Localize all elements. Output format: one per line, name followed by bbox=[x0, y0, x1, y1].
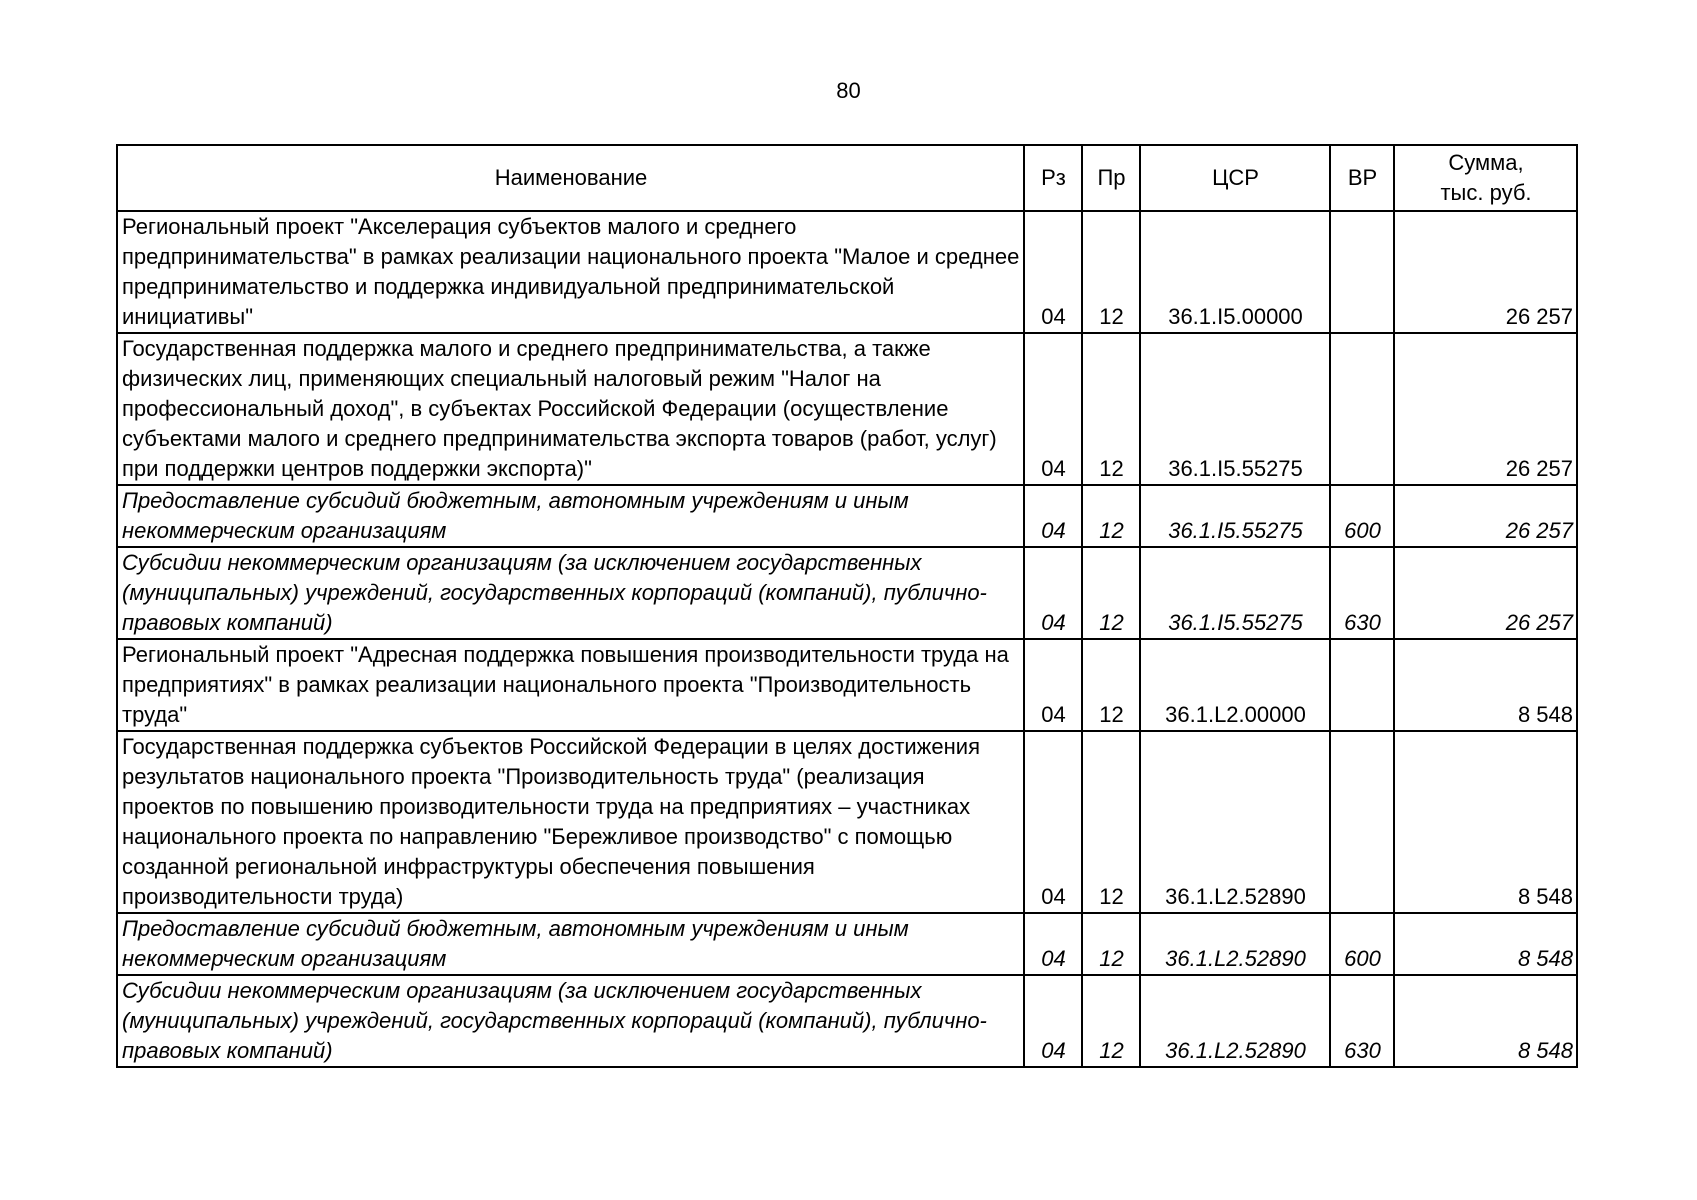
row-sum: 26 257 bbox=[1394, 485, 1577, 547]
row-sum: 8 548 bbox=[1394, 639, 1577, 731]
row-vr: 630 bbox=[1330, 547, 1394, 639]
row-pr: 12 bbox=[1082, 639, 1140, 731]
row-csr: 36.1.L2.52890 bbox=[1140, 731, 1330, 913]
table-row bbox=[117, 731, 1577, 913]
header-sum bbox=[1394, 145, 1577, 211]
row-csr: 36.1.L2.52890 bbox=[1140, 975, 1330, 1067]
row-name: Региональный проект "Адресная поддержка повышения производительности труда на предприятиях" в рамках реализации национального проекта "Производительность труда" bbox=[117, 639, 1024, 731]
row-rz: 04 bbox=[1024, 975, 1082, 1067]
row-vr bbox=[1330, 639, 1394, 731]
row-sum: 8 548 bbox=[1394, 731, 1577, 913]
row-rz: 04 bbox=[1024, 913, 1082, 975]
table-row bbox=[117, 975, 1577, 1067]
header-rz: Рз bbox=[1024, 145, 1082, 211]
row-csr: 36.1.L2.52890 bbox=[1140, 913, 1330, 975]
row-sum: 8 548 bbox=[1394, 975, 1577, 1067]
row-rz: 04 bbox=[1024, 333, 1082, 485]
row-rz: 04 bbox=[1024, 639, 1082, 731]
row-pr: 12 bbox=[1082, 731, 1140, 913]
table-body bbox=[117, 211, 1577, 1067]
table-header-row bbox=[117, 145, 1577, 211]
table-row bbox=[117, 211, 1577, 333]
row-pr: 12 bbox=[1082, 913, 1140, 975]
row-csr: 36.1.I5.55275 bbox=[1140, 485, 1330, 547]
header-csr: ЦСР bbox=[1140, 145, 1330, 211]
row-rz: 04 bbox=[1024, 211, 1082, 333]
row-csr: 36.1.I5.55275 bbox=[1140, 547, 1330, 639]
row-name: Предоставление субсидий бюджетным, автономным учреждениям и иным некоммерческим организациям bbox=[117, 913, 1024, 975]
row-sum: 26 257 bbox=[1394, 211, 1577, 333]
row-vr: 630 bbox=[1330, 975, 1394, 1067]
row-vr: 600 bbox=[1330, 913, 1394, 975]
row-pr: 12 bbox=[1082, 211, 1140, 333]
row-name: Государственная поддержка малого и среднего предпринимательства, а также физических лиц, применяющих специальный налоговый режим "Налог на профессиональный доход", в субъектах Российской Федерации (осуществление субъектами малого и среднего предпринимательства экспорта товаров (работ, услуг) при поддержки центров поддержки экспорта)" bbox=[117, 333, 1024, 485]
table-row bbox=[117, 547, 1577, 639]
row-name: Государственная поддержка субъектов Российской Федерации в целях достижения результатов национального проекта "Производительность труда" (реализация проектов по повышению производительности труда на предприятиях – участниках национального проекта по направлению "Бережливое производство" с помощью созданной региональной инфраструктуры обеспечения повышения производительности труда) bbox=[117, 731, 1024, 913]
row-name: Субсидии некоммерческим организациям (за исключением государственных (муниципальных) учреждений, государственных корпораций (компаний), публично-правовых компаний) bbox=[117, 975, 1024, 1067]
table-row bbox=[117, 333, 1577, 485]
row-vr bbox=[1330, 731, 1394, 913]
row-name: Региональный проект "Акселерация субъектов малого и среднего предпринимательства" в рамках реализации национального проекта "Малое и среднее предпринимательство и поддержка индивидуальной предпринимательской инициативы" bbox=[117, 211, 1024, 333]
row-sum: 26 257 bbox=[1394, 547, 1577, 639]
header-name: Наименование bbox=[117, 145, 1024, 211]
row-name: Субсидии некоммерческим организациям (за исключением государственных (муниципальных) учреждений, государственных корпораций (компаний), публично-правовых компаний) bbox=[117, 547, 1024, 639]
row-vr: 600 bbox=[1330, 485, 1394, 547]
row-pr: 12 bbox=[1082, 975, 1140, 1067]
row-rz: 04 bbox=[1024, 485, 1082, 547]
row-rz: 04 bbox=[1024, 547, 1082, 639]
header-pr: Пр bbox=[1082, 145, 1140, 211]
row-name: Предоставление субсидий бюджетным, автономным учреждениям и иным некоммерческим организациям bbox=[117, 485, 1024, 547]
row-pr: 12 bbox=[1082, 333, 1140, 485]
row-vr bbox=[1330, 211, 1394, 333]
page-number: 80 bbox=[836, 78, 861, 103]
row-csr: 36.1.L2.00000 bbox=[1140, 639, 1330, 731]
header-sum-line2: тыс. руб. bbox=[1440, 180, 1532, 205]
row-csr: 36.1.I5.55275 bbox=[1140, 333, 1330, 485]
row-pr: 12 bbox=[1082, 485, 1140, 547]
table-row bbox=[117, 485, 1577, 547]
row-sum: 26 257 bbox=[1394, 333, 1577, 485]
header-sum-line1: Сумма, bbox=[1448, 150, 1524, 175]
table-row bbox=[117, 639, 1577, 731]
table-row bbox=[117, 913, 1577, 975]
row-rz: 04 bbox=[1024, 731, 1082, 913]
row-pr: 12 bbox=[1082, 547, 1140, 639]
row-vr bbox=[1330, 333, 1394, 485]
header-vr: ВР bbox=[1330, 145, 1394, 211]
budget-table bbox=[116, 144, 1578, 1068]
row-sum: 8 548 bbox=[1394, 913, 1577, 975]
row-csr: 36.1.I5.00000 bbox=[1140, 211, 1330, 333]
